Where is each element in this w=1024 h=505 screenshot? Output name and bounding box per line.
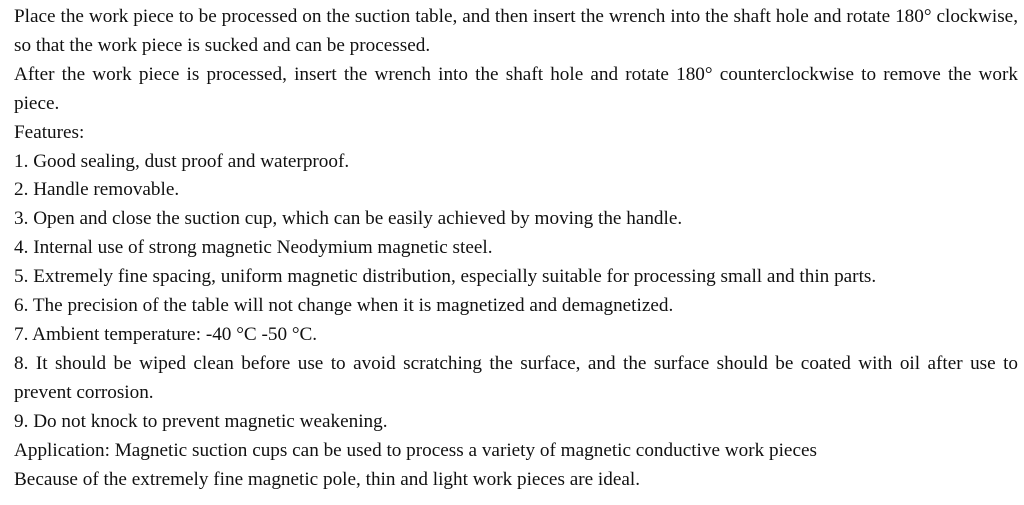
feature-item: 3. Open and close the suction cup, which can be easily achieved by moving the handle. bbox=[14, 208, 683, 230]
feature-item: 9. Do not knock to prevent magnetic weakening. bbox=[14, 410, 388, 432]
feature-item: 7. Ambient temperature: -40 °C -50 °C. bbox=[14, 323, 318, 345]
features-heading: Features: bbox=[14, 121, 85, 143]
intro-step-clamp: Place the work piece to be processed on the suction table, and then insert the wrench into the shaft hole and rotate 180° clockwise, so that the work piece is sucked and can be processed. bbox=[14, 6, 1018, 56]
feature-item: 2. Handle removable. bbox=[14, 179, 180, 201]
application-note: Because of the extremely fine magnetic pole, thin and light work pieces are ideal. bbox=[14, 468, 641, 490]
intro-step-release: After the work piece is processed, insert the wrench into the shaft hole and rotate 180° counterclockwise to remove the work piece. bbox=[14, 63, 1018, 114]
feature-item: 6. The precision of the table will not change when it is magnetized and demagnetized. bbox=[14, 295, 674, 317]
feature-item: 8. It should be wiped clean before use to avoid scratching the surface, and the surface should be coated with oil after use to prevent corrosion. bbox=[14, 352, 1018, 403]
feature-item: 1. Good sealing, dust proof and waterproof. bbox=[14, 150, 350, 172]
features-list bbox=[14, 148, 1018, 437]
feature-item: 4. Internal use of strong magnetic Neodymium magnetic steel. bbox=[14, 237, 493, 259]
application-text: Application: Magnetic suction cups can be used to process a variety of magnetic conductive work pieces bbox=[14, 439, 817, 461]
document-body bbox=[14, 3, 1018, 494]
feature-item: 5. Extremely fine spacing, uniform magnetic distribution, especially suitable for processing small and thin parts. bbox=[14, 266, 877, 288]
